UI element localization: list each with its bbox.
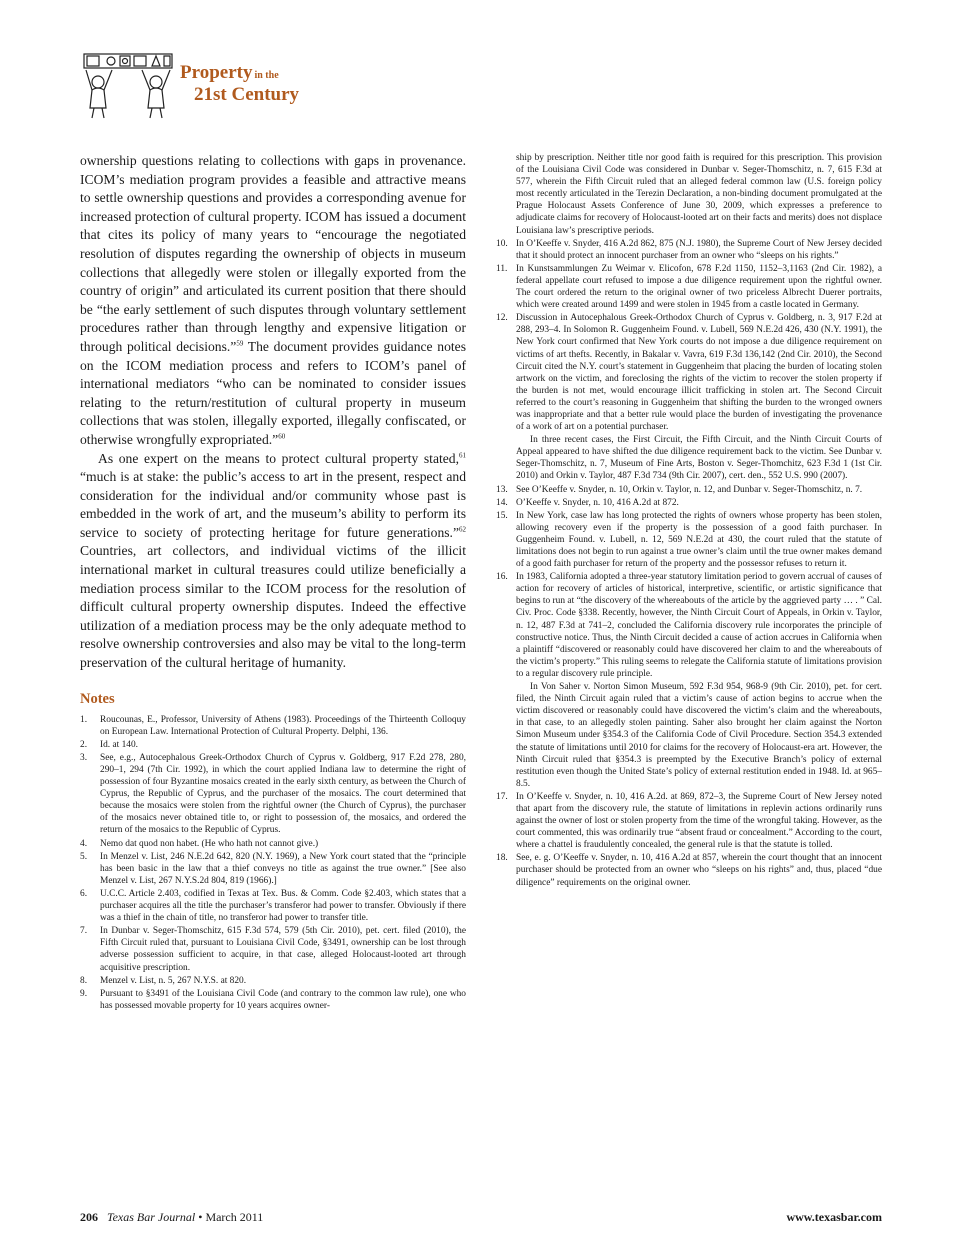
body-paragraph-2 [80, 450, 466, 673]
body-text: “much is at stake: the public’s access to art in the present, respect and consideration for the individual and/or community whose past is embedded in the work of art, and the museum’s ability to perform its service to society of protecting heritage for future generations.” [80, 469, 466, 540]
note-text: See, e.g., Autocephalous Greek-Orthodox Church of Cyprus v. Goldberg, 917 F.2d 278, 280, 290–1, 294 (7th Cir. 1992), in which the court applied Indiana law to determine the right of possession of four Byzantine mosaics created in the early sixth century, as between the Church of Cyprus, the Republic of Cyprus, and the purchaser of the mosaics. The court determined that because the mosaics were stolen from the rightful owner (the Church of Cyprus), the purchaser of the mosaics never obtained title to, or right to possession of, the mosaics, and ordered the return of the mosaics to the Republic of Cyprus. [100, 752, 466, 836]
footnote-ref: 62 [459, 525, 466, 534]
note-number: 2. [80, 739, 88, 750]
note-number: 11. [496, 263, 508, 274]
note-text: In Dunbar v. Seger-Thomschitz, 615 F.3d 574, 579 (5th Cir. 2010), pet. cert. filed (2010), the Fifth Circuit ruled that, pursuant to Louisiana Civil Code, §3491, ownership can be lost through adverse possession sufficient to acquire, in that case, alleged Holocaust-looted art through acquisitive prescription. [100, 926, 466, 973]
note-number: 12. [496, 313, 508, 324]
note-text: In Kunstsammlungen Zu Weimar v. Elicofon, 678 F.2d 1150, 1152–3,1163 (2nd Cir. 1982), a federal appellate court refused to impose a due diligence requirement upon the rightful owner. The court ordered the return to the original owner of two priceless Albrecht Duerer portraits, which were created around 1499 and were stolen in 1945 from a castle located in Germany. [516, 263, 882, 311]
body-text: The document provides guidance notes on the ICOM mediation process and refers to ICOM’s panel of international mediators “who can be nominated to consider issues relating to the return/restitution of cultural property in museum collections that was stolen, illegally exported, illegally confiscated, or otherwise wrongfully expropriated.” [80, 338, 467, 447]
footer-separator: • [198, 1210, 203, 1224]
note-text: In O’Keeffe v. Snyder, 416 A.2d 862, 875 (N.J. 1980), the Supreme Court of New Jersey decided that it should protect an innocent purchaser from an owner who “sleeps on his rights.” [516, 238, 882, 261]
note-10 [496, 238, 882, 262]
note-text: In New York, case law has long protected the rights of owners whose property has been stolen, allowing recovery even if the property is the possession of a good faith purchaser. In Guggenheim Found. v. Lubell, n. 12, 569 N.E.2d at 430, the court ruled that the statute of limitations does not begin to run against a true owner’s claim until the true owner makes demand of a good faith purchaser for return of the property and the possessor refuses to return it. [516, 510, 882, 570]
note-14 [496, 497, 882, 509]
note-4 [80, 838, 466, 850]
note-text: Id. at 140. [100, 739, 139, 750]
note-9 [80, 988, 466, 1012]
website-link[interactable]: www.texasbar.com [786, 1210, 882, 1224]
note-number: 16. [496, 572, 508, 583]
note-text: Nemo dat quod non habet. (He who hath not cannot give.) [100, 838, 319, 849]
note-text: Pursuant to §3491 of the Louisiana Civil Code (and contrary to the common law rule), one who has possessed movable property for 10 years acquires owner- [100, 988, 466, 1011]
note-text: See, e. g. O’Keeffe v. Snyder, n. 10, 416 A.2d at 857, wherein the court thought that an innocent purchaser should be protected from an owner who “sleeps on his rights” and, thus, placed “due diligence” requirements on the original owner. [516, 853, 882, 888]
note-text: In O’Keeffe v. Snyder, n. 10, 416 A.2d. at 869, 872–3, the Supreme Court of New Jersey noted that apart from the discovery rule, the statute of limitations in replevin actions ordinarily runs against the owner of lost or stolen property from the time of the wrongful taking. However, as the court commented, this was ordinarily true “absent fraud or concealment.” According to the court, where a chattel is fraudulently concealed, the general rule is that the statute is tolled. [516, 791, 882, 851]
note-1 [80, 714, 466, 738]
body-text: Countries, art collectors, and individual victims of the illicit international market in cultural treasures could utilize beneficially a mediation process similar to the ICOM process for the resolution of difficult cultural property ownership disputes. Indeed the effective utilization of a mediation process may be the only adequate method to resolve ownership controversies and also may be vital to the long-term preservation of the cultural heritage of humanity. [80, 543, 466, 671]
page-footer-left [80, 1210, 263, 1225]
note-2 [80, 739, 466, 751]
note-8 [80, 975, 466, 987]
note-number: 10. [496, 238, 508, 249]
note-number: 1. [80, 714, 88, 725]
brand-title-main: Property [180, 62, 253, 83]
note-16-paragraph: In Von Saher v. Norton Simon Museum, 592 F.3d 954, 968-9 (9th Cir. 2010), pet. for cert. filed, the Ninth Circuit again ruled that a victim’s cause of action begins to accrue when the victim discovered or reasonably could have discovered the victim’s claim and the whereabouts, in that case, to an allegedly stolen painting. Saher also brought her claim against the Norton Simon Museum under §354.3 of the California Code of Civil Procedure. Section 354.3 extended the statute of limitations until 2010 for claims for the recovery of Holocaust-era art. However, the Ninth Circuit ruled that §354.3 is preempted by the Executive Branch’s policy of external restitution even though the United State’s policy of external restitution ended in 1948. Id. at 965–8.5. [516, 682, 882, 789]
note-number: 8. [80, 975, 88, 986]
note-number: 3. [80, 752, 88, 763]
brand-title-small: in the [254, 70, 279, 81]
note-9-continued: ship by prescription. Neither title nor good faith is required for this prescription. This provision of the Louisiana Civil Code was considered in Dunbar v. Seger-Thomschitz, n. 7, 615 F.3d at 577, wherein the Fifth Circuit ruled that an alleged federal common law (U.S. foreign policy most recently articulated in the Terezin Declaration, a non-binding document promulgated at the Prague Holocaust Assets Conference of June 30, 2009, which expresses a preference to adjudicate claims for recovery of Holocaust-looted art on their facts and merits) does not displace Louisiana law’s prescriptive periods. [516, 153, 883, 236]
note-12-paragraph: In three recent cases, the First Circuit, the Fifth Circuit, and the Ninth Circuit Courts of Appeal appeared to have shifted the due diligence requirement back to the victim. See Dunbar v. Seger-Thomschitz, n. 7, Museum of Fine Arts, Boston v. Seger-Thomchitz, 623 F.3d 1 (1st Cir. 2010) and Orkin v. Taylor, 487 F.3d 734 (9th Cir. 2007), cert. den., 552 U.S. 990 (2007). [516, 435, 882, 482]
note-text: Menzel v. List, n. 5, 267 N.Y.S. at 820. [100, 975, 247, 986]
page-number: 206 [80, 1210, 98, 1224]
footnote-ref: 61 [459, 450, 466, 459]
body-text: ownership questions relating to collections with gaps in provenance. ICOM’s mediation program provides a feasible and attractive means to settle ownership questions and provides a corresponding avenue for increased protection of cultural property. ICOM has issued a document that cites its policy of many years to “encourage the negotiated resolution of disputes regarding the ownership of objects in museum collections that allegedly were stolen or illegally exported from the country of origin” and articulated its current position that there should be “the early settlement of such disputes through voluntary settlement procedures rather than through lengthy and expensive litigation or through political decisions.” [80, 153, 466, 354]
note-3 [80, 752, 466, 837]
brand-title [180, 62, 279, 84]
note-text: In 1983, California adopted a three-year statutory limitation period to govern accrual of causes of action for recovery of articles of historical, interpretive, scientific, or artistic significance that begins to run at “the discovery of the whereabouts of the article by the aggrieved party … . ” Cal. Civ. Proc. Code §338. Recently, however, the Ninth Circuit Court of Appeals, in Orkin v. Taylor, n. 12, 487 F.3d at 741–2, concluded the California discovery rule incorporates the principle of constructive notice. Thus, the Ninth Circuit decided a cause of action accrues in California when a plaintiff “discovered or reasonably could have discovered her claim to and the whereabouts of the victim’s property.” This ruling seems to relegate the California statute of limitations provision to a regular discovery rule principle. [516, 572, 882, 679]
note-16 [496, 571, 882, 680]
note-17 [496, 791, 882, 851]
note-text: U.C.C. Article 2.403, codified in Texas at Tex. Bus. & Comm. Code §2.403, which states that a purchaser acquires all the title the purchaser’s transferor had power to transfer. Obviously if there was a thief in the chain of title, no transferor had power to transfer title. [100, 888, 466, 924]
note-6 [80, 888, 466, 924]
note-text: See O’Keeffe v. Snyder, n. 10, Orkin v. Taylor, n. 12, and Dunbar v. Seger-Thomschitz, n. 7. [516, 484, 863, 495]
note-7 [80, 925, 466, 973]
note-11 [496, 263, 882, 311]
note-number: 13. [496, 484, 508, 495]
notes-heading: Notes [80, 690, 115, 707]
journal-name: Texas Bar Journal [107, 1210, 196, 1224]
footnote-ref: 59 [236, 339, 244, 348]
right-column [496, 152, 882, 890]
note-number: 15. [496, 510, 508, 521]
note-15 [496, 510, 882, 570]
note-12 [496, 312, 882, 433]
note-number: 4. [80, 838, 88, 849]
note-number: 6. [80, 888, 88, 899]
issue-date: March 2011 [205, 1210, 264, 1224]
body-paragraph-1 [80, 152, 466, 450]
brand-subtitle: 21st Century [194, 84, 300, 105]
page-header [78, 44, 338, 124]
body-text: As one expert on the means to protect cultural property stated, [98, 450, 459, 466]
note-text: O’Keeffe v. Snyder, n. 10, 416 A.2d at 872. [516, 497, 679, 508]
note-text: In Menzel v. List, 246 N.E.2d 642, 820 (N.Y. 1969), a New York court stated that the “principle has been basic in the law that a thief conveys no title as against the true owner.” [See also Menzel v. List, 267 N.Y.S.2d 804, 819 (1966).] [100, 851, 466, 886]
note-13 [496, 484, 882, 496]
left-column [80, 152, 466, 1013]
note-number: 18. [496, 853, 508, 864]
note-text: Discussion in Autocephalous Greek-Orthodox Church of Cyprus v. Goldberg, n. 3, 917 F.2d at 288, 293–4. In Solomon R. Guggenheim Found. v. Lubell, 569 N.E.2d 426, 430 (N.Y. 1991), the New York court confirmed that New York courts do not impose a due diligence requirement on victims of art thefts. Recently, in Bakalar v. Vavra, 619 F.3d 136,142 (2nd Cir. 2010), the Second Circuit cited the N.Y. court’s statement in Guggenheim that placing the burden of locating stolen artwork on the victim, and foreclosing the rights of the victim to recover the stolen property if the burden is not met, would encourage illicit trafficking in stolen art. The Second Circuit referred to the court’s reasoning in Guggenheim that shifting the burden to the wronged owners was inappropriate and that a better rule would place the burden of investigating the provenance of a work of art on a potential purchaser. [516, 313, 882, 433]
note-number: 9. [80, 988, 88, 999]
note-number: 14. [496, 497, 508, 508]
note-number: 7. [80, 926, 88, 937]
property-logo-icon [78, 44, 178, 122]
note-18 [496, 852, 882, 888]
note-number: 17. [496, 791, 508, 802]
footnote-ref: 60 [278, 432, 286, 441]
note-text: Roucounas, E., Professor, University of Athens (1983). Proceedings of the Thirteenth Colloquy on European Law. International Protection of Cultural Property. Delphi, 136. [100, 714, 466, 737]
note-5 [80, 851, 466, 887]
note-number: 5. [80, 851, 88, 862]
